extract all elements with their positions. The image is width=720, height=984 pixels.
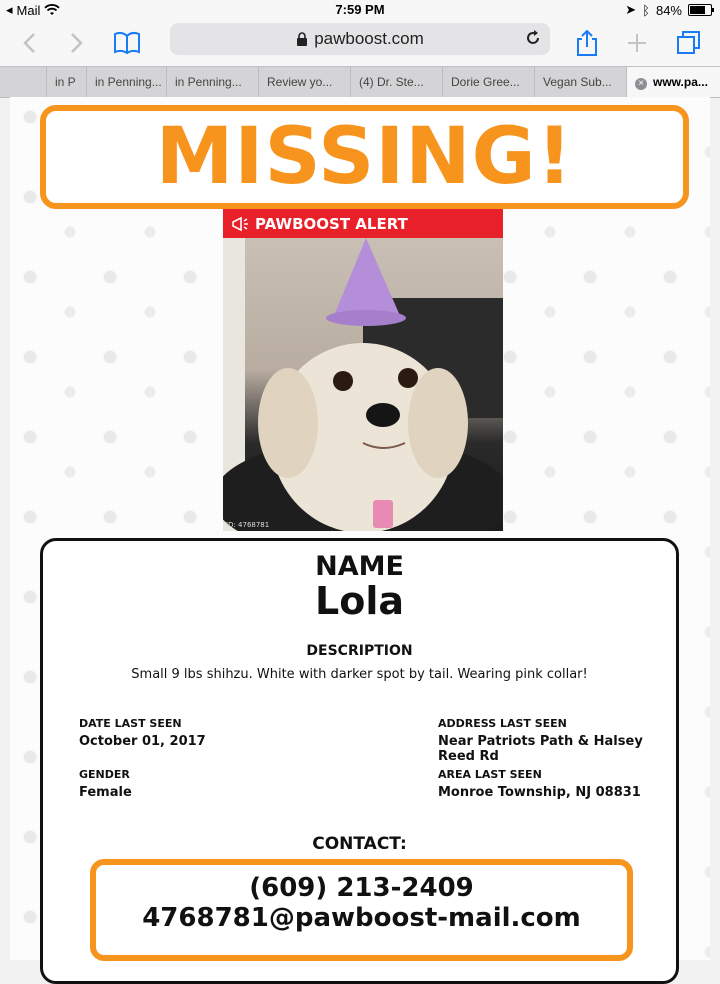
address-bar[interactable] — [170, 23, 550, 55]
tab-label: in P — [55, 75, 76, 89]
tab-7-active[interactable] — [626, 67, 720, 97]
bookmarks-icon[interactable] — [112, 28, 142, 58]
tab-4[interactable] — [350, 67, 442, 97]
missing-banner — [40, 105, 689, 209]
tab-label: www.pa... — [653, 75, 708, 89]
battery-icon — [688, 4, 712, 16]
area-label: AREA LAST SEEN — [438, 768, 542, 781]
tab-label: Review yo... — [267, 75, 333, 89]
tab-6[interactable] — [534, 67, 626, 97]
date-label: DATE LAST SEEN — [79, 717, 182, 730]
tab-label: (4) Dr. Ste... — [359, 75, 424, 89]
location-icon: ➤ — [625, 2, 637, 17]
tabs-overview-icon[interactable] — [674, 28, 704, 58]
tab-label: in Penning... — [175, 75, 242, 89]
gender-label: GENDER — [79, 768, 130, 781]
name-label: NAME — [315, 551, 404, 582]
contact-label: CONTACT: — [312, 834, 407, 854]
pet-name: Lola — [315, 579, 404, 623]
tab-5[interactable] — [442, 67, 534, 97]
alert-bar — [223, 209, 503, 238]
web-page — [10, 97, 710, 960]
lock-icon — [296, 32, 308, 47]
new-tab-icon[interactable] — [622, 28, 652, 58]
missing-headline: MISSING! — [155, 112, 574, 202]
battery-fill — [690, 6, 705, 14]
tab-label: Dorie Gree... — [451, 75, 520, 89]
dog-photo — [223, 238, 503, 531]
back-to-app-icon[interactable]: ◂ — [6, 2, 13, 17]
contact-box — [90, 859, 633, 961]
battery-percent: 84% — [655, 2, 682, 18]
date-value: October 01, 2017 — [79, 734, 206, 749]
address-label: ADDRESS LAST SEEN — [438, 717, 567, 730]
tab-2[interactable] — [166, 67, 258, 97]
area-value: Monroe Township, NJ 08831 — [438, 785, 641, 800]
tab-label: Vegan Sub... — [543, 75, 612, 89]
browser-toolbar — [0, 20, 720, 66]
tab-1[interactable] — [86, 67, 166, 97]
status-bar — [0, 0, 720, 20]
pet-info-card — [40, 538, 679, 984]
url-text: pawboost.com — [314, 29, 424, 48]
bluetooth-icon: ᛒ — [642, 2, 650, 18]
tab-bar — [0, 66, 720, 98]
forward-icon[interactable] — [62, 28, 92, 58]
photo-id: ID: 4768781 — [226, 521, 270, 529]
back-icon[interactable] — [14, 28, 44, 58]
share-icon[interactable] — [572, 28, 602, 58]
status-right — [625, 2, 712, 18]
status-time: 7:59 PM — [335, 2, 385, 17]
tab-0[interactable] — [46, 67, 86, 97]
pet-photo-card — [223, 209, 503, 531]
carrier-label[interactable]: Mail — [16, 2, 41, 18]
contact-email[interactable]: 4768781@pawboost-mail.com — [142, 903, 581, 933]
megaphone-icon — [231, 216, 249, 232]
gender-value: Female — [79, 785, 132, 800]
alert-label: PAWBOOST ALERT — [255, 214, 408, 233]
description-text: Small 9 lbs shihzu. White with darker spot by tail. Wearing pink collar! — [131, 667, 588, 682]
tab-label: in Penning... — [95, 75, 162, 89]
contact-phone[interactable]: (609) 213-2409 — [249, 873, 474, 903]
close-tab-icon[interactable]: × — [635, 78, 647, 90]
address-value: Near Patriots Path & Halsey Reed Rd — [438, 734, 643, 764]
tab-3[interactable] — [258, 67, 350, 97]
description-label: DESCRIPTION — [306, 643, 413, 659]
reload-icon[interactable] — [524, 29, 542, 47]
